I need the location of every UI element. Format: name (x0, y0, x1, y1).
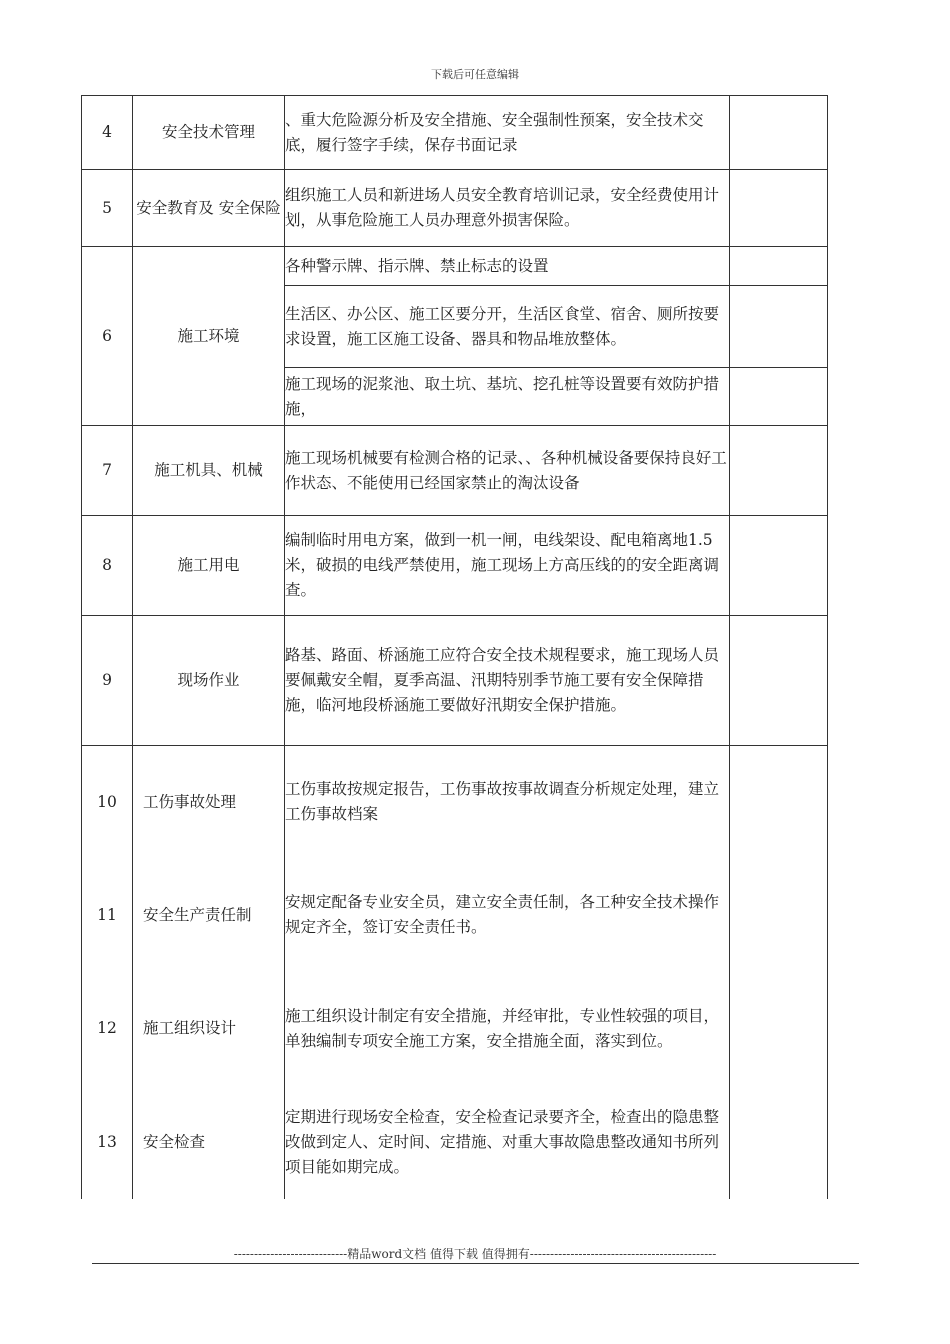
table-row (82, 1086, 828, 1199)
row-category: 工伤事故处理 (133, 746, 285, 859)
footer-divider (92, 1263, 859, 1264)
row-category: 施工组织设计 (133, 972, 285, 1086)
row-result-cell (730, 247, 828, 286)
row-result-cell (730, 96, 828, 170)
row-requirement: 定期进行现场安全检查，安全检查记录要齐全，检查出的隐患整改做到定人、定时间、定措施、对重大事故隐患整改通知书所列项目能如期完成。 (285, 1086, 730, 1199)
row-number: 9 (82, 616, 133, 746)
row-number: 8 (82, 516, 133, 616)
row-requirement: 施工现场机械要有检测合格的记录、、各种机械设备要保持良好工作状态、不能使用已经国家禁止的淘汰设备 (285, 426, 730, 516)
row-requirement: 组织施工人员和新进场人员安全教育培训记录，安全经费使用计划，从事危险施工人员办理意外损害保险。 (285, 170, 730, 247)
row-result-cell (730, 286, 828, 368)
row-result-cell (730, 746, 828, 859)
row-result-cell (730, 426, 828, 516)
row-requirement: 施工现场的泥浆池、取土坑、基坑、挖孔桩等设置要有效防护措施， (285, 368, 730, 426)
table-row (82, 972, 828, 1086)
page-footer: ----------------------------精品word文档 值得下载 值得拥有---------------------------------------------- (233, 1247, 717, 1261)
row-category: 施工环境 (133, 247, 285, 426)
row-requirement: 路基、路面、桥涵施工应符合安全技术规程要求，施工现场人员要佩戴安全帽，夏季高温、汛期特别季节施工要有安全保障措施，临河地段桥涵施工要做好汛期安全保护措施。 (285, 616, 730, 746)
row-result-cell (730, 859, 828, 972)
row-number: 11 (82, 859, 133, 972)
row-result-cell (730, 368, 828, 426)
row-number: 6 (82, 247, 133, 426)
row-result-cell (730, 616, 828, 746)
row-requirement: 安规定配备专业安全员，建立安全责任制，各工种安全技术操作规定齐全，签订安全责任书。 (285, 859, 730, 972)
row-requirement: 施工组织设计制定有安全措施，并经审批，专业性较强的项目，单独编制专项安全施工方案，安全措施全面，落实到位。 (285, 972, 730, 1086)
table-row (82, 616, 828, 746)
table-row (82, 746, 828, 859)
table-row (82, 170, 828, 247)
table-row (82, 516, 828, 616)
table-row (82, 247, 828, 286)
table-row (82, 859, 828, 972)
row-requirement: 、重大危险源分析及安全措施、安全强制性预案，安全技术交底，履行签字手续，保存书面记录 (285, 96, 730, 170)
page-header: 下载后可任意编辑 (431, 68, 519, 81)
row-requirement: 编制临时用电方案，做到一机一闸，电线架设、配电箱离地1.5米，破损的电线严禁使用，施工现场上方高压线的的安全距离调查。 (285, 516, 730, 616)
row-category: 现场作业 (133, 616, 285, 746)
row-number: 4 (82, 96, 133, 170)
row-category: 安全技术管理 (133, 96, 285, 170)
row-number: 5 (82, 170, 133, 247)
row-result-cell (730, 170, 828, 247)
row-category: 安全检查 (133, 1086, 285, 1199)
row-number: 7 (82, 426, 133, 516)
row-category: 施工机具、机械 (133, 426, 285, 516)
row-category: 施工用电 (133, 516, 285, 616)
row-requirement: 各种警示牌、指示牌、禁止标志的设置 (285, 247, 730, 286)
row-result-cell (730, 516, 828, 616)
row-result-cell (730, 972, 828, 1086)
row-number: 12 (82, 972, 133, 1086)
row-requirement: 工伤事故按规定报告，工伤事故按事故调查分析规定处理，建立工伤事故档案 (285, 746, 730, 859)
safety-inspection-table (81, 95, 828, 1199)
row-requirement: 生活区、办公区、施工区要分开，生活区食堂、宿舍、厕所按要求设置，施工区施工设备、器具和物品堆放整体。 (285, 286, 730, 368)
table-row (82, 426, 828, 516)
row-number: 10 (82, 746, 133, 859)
row-result-cell (730, 1086, 828, 1199)
row-category: 安全教育及 安全保险 (133, 170, 285, 247)
row-number: 13 (82, 1086, 133, 1199)
table-row (82, 96, 828, 170)
row-category: 安全生产责任制 (133, 859, 285, 972)
